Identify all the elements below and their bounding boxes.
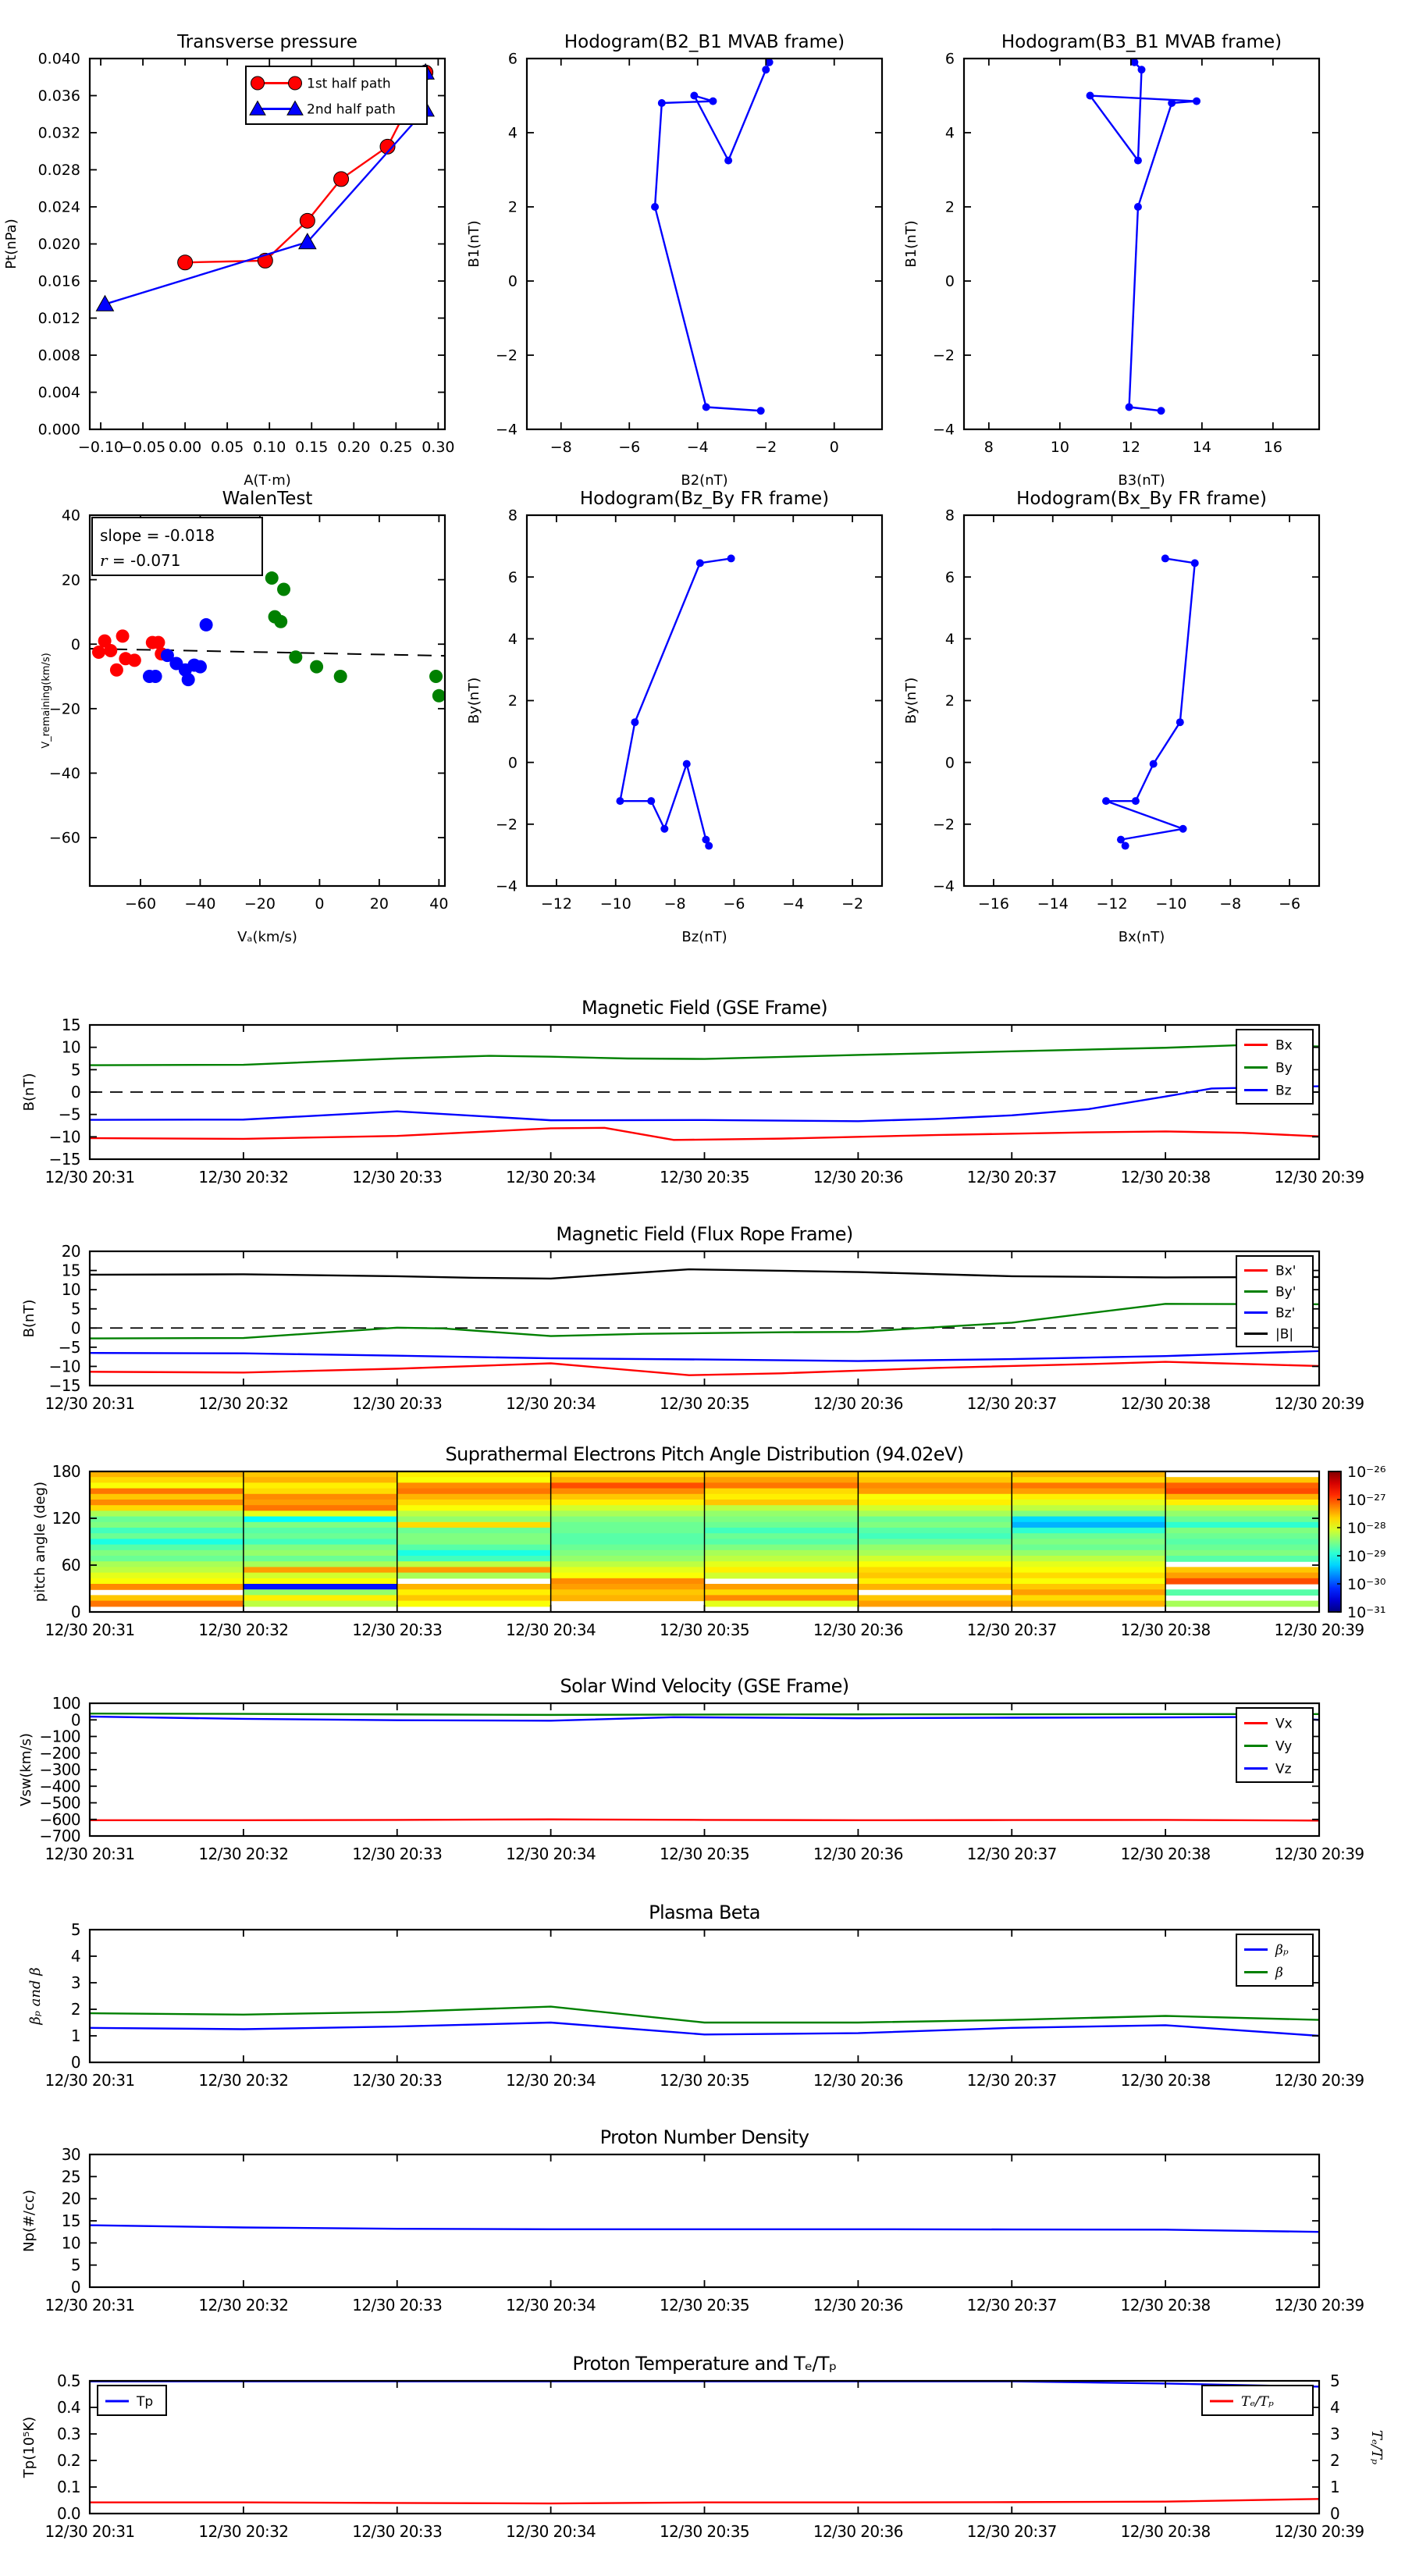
svg-text:12/30 20:34: 12/30 20:34	[506, 2296, 596, 2314]
svg-text:15: 15	[61, 1016, 80, 1034]
svg-text:−700: −700	[39, 1827, 80, 1845]
svg-text:−10: −10	[48, 1357, 80, 1376]
svg-text:0: 0	[70, 1710, 80, 1730]
chart-hodogram_bx_by	[903, 489, 1319, 945]
svg-text:4: 4	[1330, 2398, 1340, 2417]
svg-text:12/30 20:36: 12/30 20:36	[813, 2522, 903, 2541]
svg-text:30: 30	[61, 2145, 80, 2164]
svg-text:2: 2	[70, 2000, 80, 2019]
legend-label: Vz	[1275, 1761, 1292, 1777]
chart-title: Transverse pressure	[177, 32, 357, 52]
chart-title: Proton Temperature and Tₑ/Tₚ	[572, 2353, 837, 2375]
svg-text:12/30 20:39: 12/30 20:39	[1274, 2071, 1364, 2090]
svg-text:2: 2	[507, 692, 518, 710]
svg-text:12/30 20:38: 12/30 20:38	[1120, 1394, 1211, 1413]
svg-text:10: 10	[1050, 439, 1069, 456]
svg-text:20: 20	[369, 895, 389, 913]
svg-text:100: 100	[52, 1694, 80, 1713]
svg-text:12/30 20:38: 12/30 20:38	[1120, 1168, 1211, 1187]
svg-text:−200: −200	[39, 1743, 80, 1763]
annotation-line: r = -0.071	[100, 551, 181, 570]
svg-text:12/30 20:37: 12/30 20:37	[966, 2296, 1057, 2314]
series-Vz	[90, 1717, 1319, 1720]
svg-text:0: 0	[315, 895, 325, 913]
svg-text:−60: −60	[124, 895, 157, 913]
legend-label: |B|	[1275, 1326, 1294, 1343]
chart-walen_test	[41, 489, 448, 945]
svg-text:4: 4	[507, 630, 518, 648]
y-axis-label: B1(nT)	[466, 220, 482, 268]
svg-text:0.25: 0.25	[379, 439, 413, 456]
fit-line	[90, 649, 445, 656]
svg-text:−40: −40	[184, 895, 216, 913]
svg-text:4: 4	[944, 630, 955, 648]
legend-label: Bz'	[1275, 1305, 1296, 1322]
scatter-group-2	[143, 618, 213, 686]
svg-text:−12: −12	[540, 895, 572, 913]
series-beta	[90, 2007, 1319, 2023]
svg-text:12/30 20:31: 12/30 20:31	[44, 1394, 135, 1413]
chart-title: Hodogram(B2_B1 MVAB frame)	[564, 32, 845, 52]
chart-pitch_angle_spectrogram	[32, 1443, 1385, 1639]
series-Np	[90, 2226, 1319, 2233]
svg-text:12/30 20:32: 12/30 20:32	[198, 1845, 289, 1863]
svg-text:12/30 20:39: 12/30 20:39	[1274, 2522, 1364, 2541]
x-axis-label: Vₐ(km/s)	[237, 929, 297, 945]
series-B-path	[1106, 558, 1195, 845]
svg-text:−4: −4	[495, 877, 518, 895]
y-axis-label: Pt(nPa)	[3, 219, 20, 269]
y-axis-label: B(nT)	[21, 1073, 37, 1112]
chart-proton_density	[21, 2126, 1364, 2314]
svg-text:20: 20	[61, 571, 80, 589]
svg-text:12/30 20:35: 12/30 20:35	[659, 1394, 750, 1413]
svg-text:12/30 20:31: 12/30 20:31	[44, 1168, 135, 1187]
svg-text:5: 5	[70, 1920, 80, 1939]
scatter-group-1	[92, 629, 168, 676]
svg-text:−60: −60	[48, 829, 80, 847]
right-axis-label: Tₑ/Tₚ	[1368, 2429, 1385, 2465]
svg-text:12/30 20:39: 12/30 20:39	[1274, 1168, 1364, 1187]
svg-text:12/30 20:32: 12/30 20:32	[198, 2071, 289, 2090]
y-axis-label: V_remaining(km/s)	[41, 653, 52, 749]
legend-label: Tₑ/Tₚ	[1241, 2394, 1274, 2410]
series-Vy	[90, 1713, 1319, 1715]
svg-text:−6: −6	[618, 439, 641, 456]
colorbar-label: 10⁻²⁹	[1347, 1548, 1386, 1565]
chart-title: Magnetic Field (GSE Frame)	[581, 997, 828, 1019]
x-axis-label: B3(nT)	[1118, 472, 1165, 489]
chart-mag_gse	[21, 997, 1364, 1187]
chart-mag_fr	[21, 1223, 1364, 1413]
legend-label: 2nd half path	[307, 101, 396, 118]
svg-text:12/30 20:36: 12/30 20:36	[813, 1845, 903, 1863]
svg-text:0: 0	[70, 635, 80, 653]
legend-label: By	[1275, 1060, 1293, 1076]
svg-text:6: 6	[944, 568, 955, 586]
svg-text:0.000: 0.000	[37, 421, 80, 439]
legend-label: Vy	[1275, 1738, 1293, 1755]
svg-text:12/30 20:35: 12/30 20:35	[659, 1845, 750, 1863]
svg-text:0.032: 0.032	[37, 124, 80, 142]
svg-text:0.024: 0.024	[37, 198, 80, 216]
svg-text:−15: −15	[48, 1150, 80, 1169]
colorbar-label: 10⁻²⁶	[1347, 1464, 1386, 1481]
svg-text:0: 0	[70, 1603, 80, 1621]
svg-text:0: 0	[507, 272, 518, 290]
svg-text:−100: −100	[39, 1727, 80, 1746]
svg-text:60: 60	[61, 1556, 80, 1574]
svg-text:8: 8	[944, 507, 955, 525]
chart-title: Suprathermal Electrons Pitch Angle Distribution (94.02eV)	[445, 1443, 964, 1465]
svg-text:12/30 20:31: 12/30 20:31	[44, 2296, 135, 2314]
svg-text:0.05: 0.05	[211, 439, 244, 456]
svg-text:6: 6	[507, 50, 518, 68]
chart-proton_temperature	[21, 2353, 1385, 2541]
svg-text:−8: −8	[550, 439, 572, 456]
svg-text:12/30 20:32: 12/30 20:32	[198, 1394, 289, 1413]
chart-title: Hodogram(Bz_By FR frame)	[579, 489, 830, 509]
svg-text:−4: −4	[932, 421, 955, 439]
svg-text:0.020: 0.020	[37, 236, 80, 254]
svg-text:10: 10	[61, 2233, 80, 2253]
svg-text:12/30 20:34: 12/30 20:34	[506, 2522, 596, 2541]
svg-text:40: 40	[429, 895, 449, 913]
svg-text:−4: −4	[932, 877, 955, 895]
svg-text:12/30 20:32: 12/30 20:32	[198, 2522, 289, 2541]
svg-text:0: 0	[70, 2278, 80, 2297]
svg-text:0.30: 0.30	[422, 439, 455, 456]
svg-text:25: 25	[61, 2167, 80, 2186]
axes-frame	[90, 2154, 1319, 2287]
svg-text:12/30 20:36: 12/30 20:36	[813, 1168, 903, 1187]
svg-text:1: 1	[70, 2026, 80, 2045]
svg-text:12/30 20:35: 12/30 20:35	[659, 2071, 750, 2090]
svg-text:−8: −8	[663, 895, 686, 913]
svg-text:0: 0	[829, 439, 839, 456]
svg-text:−14: −14	[1037, 895, 1069, 913]
svg-text:−4: −4	[495, 421, 518, 439]
svg-text:15: 15	[61, 1261, 80, 1280]
svg-text:−2: −2	[841, 895, 864, 913]
svg-text:−15: −15	[48, 1376, 80, 1395]
y-axis-label: B1(nT)	[903, 220, 919, 268]
svg-text:−2: −2	[932, 816, 955, 834]
chart-hodogram_b2_b1	[466, 32, 882, 489]
svg-text:12/30 20:37: 12/30 20:37	[966, 2071, 1057, 2090]
chart-hodogram_b3_b1	[903, 32, 1319, 489]
chart-title: Magnetic Field (Flux Rope Frame)	[556, 1223, 853, 1245]
y-axis-label: Np(#/cc)	[21, 2190, 37, 2252]
svg-text:−5: −5	[58, 1337, 80, 1357]
svg-text:6: 6	[507, 568, 518, 586]
svg-text:0: 0	[70, 2053, 80, 2072]
chart-title: Proton Number Density	[599, 2126, 809, 2148]
svg-text:12/30 20:33: 12/30 20:33	[352, 1394, 443, 1413]
svg-text:−300: −300	[39, 1760, 80, 1779]
svg-text:12/30 20:33: 12/30 20:33	[352, 2522, 443, 2541]
chart-vsw	[18, 1675, 1364, 1863]
chart-title: Plasma Beta	[649, 1902, 760, 1923]
scatter-group-3	[265, 571, 446, 703]
svg-text:−10: −10	[599, 895, 631, 913]
axes-frame	[90, 1930, 1319, 2062]
svg-text:−4: −4	[782, 895, 805, 913]
svg-text:0.004: 0.004	[37, 384, 80, 402]
svg-text:−20: −20	[244, 895, 276, 913]
svg-text:0.5: 0.5	[56, 2371, 80, 2390]
svg-text:4: 4	[70, 1947, 80, 1966]
legend-label: Vx	[1275, 1716, 1293, 1732]
svg-text:0: 0	[1330, 2504, 1340, 2523]
colorbar-label: 10⁻²⁷	[1347, 1492, 1386, 1509]
legend-label: 1st half path	[307, 76, 391, 92]
svg-text:2: 2	[944, 692, 955, 710]
svg-text:3: 3	[70, 1973, 80, 1992]
svg-text:12/30 20:36: 12/30 20:36	[813, 1394, 903, 1413]
svg-text:12/30 20:32: 12/30 20:32	[198, 2296, 289, 2314]
svg-text:12/30 20:34: 12/30 20:34	[506, 2071, 596, 2090]
series-B-path	[620, 558, 731, 845]
svg-text:12/30 20:37: 12/30 20:37	[966, 1621, 1057, 1639]
svg-text:−10: −10	[1155, 895, 1187, 913]
svg-text:0.10: 0.10	[253, 439, 286, 456]
svg-text:20: 20	[61, 1242, 80, 1261]
legend-label: Bz	[1275, 1083, 1292, 1099]
svg-text:12/30 20:37: 12/30 20:37	[966, 2522, 1057, 2541]
svg-text:6: 6	[944, 50, 955, 68]
svg-text:12/30 20:33: 12/30 20:33	[352, 2071, 443, 2090]
legend-label: Bx'	[1275, 1263, 1297, 1279]
svg-text:4: 4	[944, 124, 955, 142]
svg-text:0.016: 0.016	[37, 272, 80, 290]
svg-text:−2: −2	[495, 347, 518, 365]
svg-text:10: 10	[61, 1280, 80, 1300]
colorbar-label: 10⁻³¹	[1347, 1604, 1386, 1621]
svg-text:0.2: 0.2	[56, 2451, 80, 2470]
svg-text:0: 0	[70, 1083, 80, 1101]
y-axis-label: Tp(10⁵K)	[21, 2416, 37, 2478]
svg-text:slope = -0.018: slope = -0.018	[100, 526, 215, 545]
axes-frame	[90, 1703, 1319, 1836]
svg-text:5: 5	[1330, 2371, 1340, 2390]
svg-text:14: 14	[1192, 439, 1211, 456]
svg-text:0.0: 0.0	[56, 2504, 80, 2523]
svg-text:0.028: 0.028	[37, 162, 80, 180]
svg-text:−2: −2	[495, 816, 518, 834]
svg-text:12/30 20:32: 12/30 20:32	[198, 1621, 289, 1639]
axes-frame	[964, 59, 1319, 429]
x-axis-label: A(T·m)	[244, 472, 291, 489]
chart-plasma_beta	[27, 1902, 1364, 2090]
svg-text:0.4: 0.4	[56, 2398, 80, 2417]
svg-text:15: 15	[61, 2211, 80, 2230]
svg-text:0.00: 0.00	[168, 439, 202, 456]
svg-text:8: 8	[984, 439, 994, 456]
series-Bx	[90, 1128, 1319, 1140]
svg-text:8: 8	[507, 507, 518, 525]
svg-text:0.008: 0.008	[37, 347, 80, 365]
svg-text:10: 10	[61, 1037, 80, 1057]
svg-text:12/30 20:37: 12/30 20:37	[966, 1168, 1057, 1187]
svg-text:12: 12	[1121, 439, 1140, 456]
colorbar-label: 10⁻²⁸	[1347, 1520, 1386, 1537]
svg-text:5: 5	[70, 1060, 80, 1080]
svg-text:12/30 20:31: 12/30 20:31	[44, 2522, 135, 2541]
svg-text:1: 1	[1330, 2478, 1340, 2496]
svg-text:0.15: 0.15	[295, 439, 329, 456]
chart-title: WalenTest	[222, 489, 313, 509]
axes-frame	[90, 2381, 1319, 2514]
svg-text:−600: −600	[39, 1809, 80, 1829]
svg-text:12/30 20:37: 12/30 20:37	[966, 1845, 1057, 1863]
svg-text:−400: −400	[39, 1777, 80, 1796]
y-axis-label: B(nT)	[21, 1299, 37, 1338]
y-axis-label: By(nT)	[903, 677, 919, 724]
svg-text:12/30 20:32: 12/30 20:32	[198, 1168, 289, 1187]
svg-text:0: 0	[944, 754, 955, 772]
svg-text:12/30 20:34: 12/30 20:34	[506, 1621, 596, 1639]
svg-text:16: 16	[1263, 439, 1282, 456]
svg-text:12/30 20:31: 12/30 20:31	[44, 1845, 135, 1863]
chart-title: Solar Wind Velocity (GSE Frame)	[560, 1675, 849, 1697]
svg-text:−5: −5	[58, 1105, 80, 1124]
svg-text:12/30 20:34: 12/30 20:34	[506, 1845, 596, 1863]
svg-text:−16: −16	[977, 895, 1009, 913]
svg-text:12/30 20:33: 12/30 20:33	[352, 1845, 443, 1863]
svg-text:12/30 20:39: 12/30 20:39	[1274, 1845, 1364, 1863]
svg-text:12/30 20:39: 12/30 20:39	[1274, 1621, 1364, 1639]
svg-text:12/30 20:39: 12/30 20:39	[1274, 1394, 1364, 1413]
y-axis-label: Vsw(km/s)	[18, 1733, 34, 1806]
svg-text:−12: −12	[1096, 895, 1128, 913]
chart-hodogram_bz_by	[466, 489, 882, 945]
svg-text:20: 20	[61, 2189, 80, 2208]
svg-text:12/30 20:37: 12/30 20:37	[966, 1394, 1057, 1413]
svg-text:0: 0	[507, 754, 518, 772]
svg-text:−6: −6	[1279, 895, 1301, 913]
series-By'	[90, 1304, 1319, 1338]
chart-transverse_pressure	[3, 32, 455, 489]
svg-text:12/30 20:33: 12/30 20:33	[352, 1621, 443, 1639]
svg-text:12/30 20:31: 12/30 20:31	[44, 2071, 135, 2090]
svg-text:12/30 20:34: 12/30 20:34	[506, 1168, 596, 1187]
svg-text:0.1: 0.1	[56, 2478, 80, 2496]
legend-label: βₚ	[1275, 1942, 1289, 1959]
svg-text:12/30 20:31: 12/30 20:31	[44, 1621, 135, 1639]
x-axis-label: Bz(nT)	[681, 929, 727, 945]
colorbar-label: 10⁻³⁰	[1347, 1576, 1386, 1593]
svg-text:−6: −6	[723, 895, 745, 913]
svg-text:40: 40	[61, 507, 80, 525]
legend-label: By'	[1275, 1284, 1297, 1300]
legend-box	[1236, 1934, 1313, 1986]
series-Bz'	[90, 1351, 1319, 1361]
svg-text:−500: −500	[39, 1793, 80, 1813]
svg-text:0.3: 0.3	[56, 2425, 80, 2443]
svg-text:0: 0	[944, 272, 955, 290]
svg-text:12/30 20:36: 12/30 20:36	[813, 2071, 903, 2090]
svg-text:3: 3	[1330, 2425, 1340, 2443]
svg-text:0: 0	[70, 1318, 80, 1338]
svg-text:2: 2	[944, 198, 955, 216]
y-axis-label: βₚ and β	[27, 1967, 44, 2025]
series-B-path	[1090, 62, 1197, 411]
series-B-path	[655, 62, 770, 411]
svg-text:−4: −4	[686, 439, 709, 456]
svg-text:12/30 20:38: 12/30 20:38	[1120, 1621, 1211, 1639]
svg-text:12/30 20:36: 12/30 20:36	[813, 1621, 903, 1639]
chart-title: Hodogram(B3_B1 MVAB frame)	[1001, 32, 1282, 52]
heatmap-cells	[90, 1471, 1320, 1612]
svg-text:12/30 20:38: 12/30 20:38	[1120, 2296, 1211, 2314]
svg-text:120: 120	[52, 1509, 80, 1528]
svg-text:2: 2	[1330, 2451, 1340, 2470]
svg-text:12/30 20:33: 12/30 20:33	[352, 1168, 443, 1187]
svg-text:12/30 20:38: 12/30 20:38	[1120, 2522, 1211, 2541]
svg-text:−2: −2	[932, 347, 955, 365]
series-Te/Tp	[90, 2499, 1319, 2503]
y-axis-label: By(nT)	[466, 677, 482, 724]
svg-text:5: 5	[70, 2255, 80, 2275]
svg-text:−2: −2	[755, 439, 777, 456]
svg-text:4: 4	[507, 124, 518, 142]
series-beta_p	[90, 2023, 1319, 2036]
legend-label: Bx	[1275, 1037, 1293, 1054]
svg-text:−40: −40	[48, 765, 80, 783]
svg-text:0.040: 0.040	[37, 50, 80, 68]
svg-text:−0.05: −0.05	[119, 439, 166, 456]
svg-text:12/30 20:33: 12/30 20:33	[352, 2296, 443, 2314]
legend-label: β	[1275, 1965, 1283, 1981]
svg-text:12/30 20:35: 12/30 20:35	[659, 1168, 750, 1187]
series-By	[90, 1045, 1319, 1066]
axes-frame	[90, 1251, 1319, 1386]
svg-text:−10: −10	[48, 1127, 80, 1147]
axes-frame	[964, 515, 1319, 886]
y-axis-label: pitch angle (deg)	[32, 1481, 48, 1603]
svg-text:2: 2	[507, 198, 518, 216]
svg-text:12/30 20:35: 12/30 20:35	[659, 1621, 750, 1639]
svg-text:0.012: 0.012	[37, 310, 80, 328]
svg-text:0.036: 0.036	[37, 87, 80, 105]
svg-text:12/30 20:38: 12/30 20:38	[1120, 1845, 1211, 1863]
svg-text:5: 5	[70, 1299, 80, 1318]
svg-text:12/30 20:35: 12/30 20:35	[659, 2522, 750, 2541]
svg-text:12/30 20:38: 12/30 20:38	[1120, 2071, 1211, 2090]
series-Bx'	[90, 1362, 1319, 1375]
svg-text:12/30 20:36: 12/30 20:36	[813, 2296, 903, 2314]
svg-text:12/30 20:39: 12/30 20:39	[1274, 2296, 1364, 2314]
svg-text:0.20: 0.20	[337, 439, 371, 456]
svg-text:−8: −8	[1219, 895, 1242, 913]
x-axis-label: B2(nT)	[681, 472, 728, 489]
svg-text:12/30 20:34: 12/30 20:34	[506, 1394, 596, 1413]
svg-text:12/30 20:35: 12/30 20:35	[659, 2296, 750, 2314]
svg-text:−20: −20	[48, 700, 80, 718]
x-axis-label: Bx(nT)	[1118, 929, 1165, 945]
chart-title: Hodogram(Bx_By FR frame)	[1016, 489, 1267, 509]
series-|B|	[90, 1269, 1319, 1279]
svg-text:180: 180	[52, 1462, 80, 1481]
colorbar	[1329, 1471, 1341, 1612]
legend-label: Tp	[137, 2394, 154, 2410]
svg-text:−0.10: −0.10	[77, 439, 124, 456]
